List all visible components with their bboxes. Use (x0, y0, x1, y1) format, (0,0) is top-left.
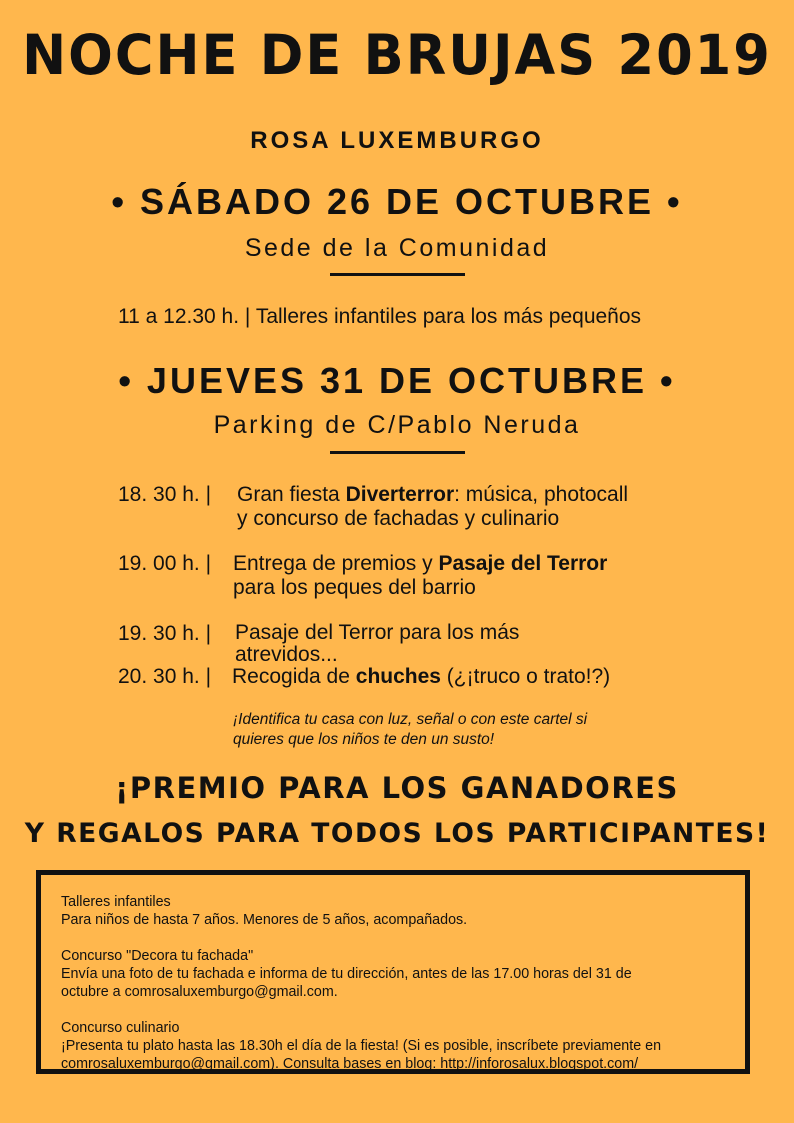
divider (330, 273, 465, 276)
event-time: 18. 30 h. | (118, 483, 212, 506)
prize-headline: ¡PREMIO PARA LOS GANADORES (115, 771, 679, 805)
event-description: Recogida de chuches (¿¡truco o trato!?) (232, 665, 611, 688)
poster-title: NOCHE DE BRUJAS 2019 (22, 23, 772, 88)
schedule-item (118, 305, 641, 329)
day2-venue: Parking de C/Pablo Neruda (213, 411, 581, 439)
event-time: 19. 30 h. | (118, 622, 212, 645)
info-box (36, 870, 750, 1074)
participation-note: ¡Identifica tu casa con luz, señal o con este cartel si quieres que los niños te den un susto! (233, 711, 588, 748)
event-description: Talleres infantiles para los más pequeños (255, 305, 642, 328)
gifts-headline: Y REGALOS PARA TODOS LOS PARTICIPANTES! (24, 818, 770, 849)
info-fachada: Concurso "Decora tu fachada" Envía una foto de tu fachada e informa de tu dirección, antes de las 17.00 horas del 31 de octubre a comrosaluxemburgo@gmail.com. (61, 948, 632, 1000)
day1-venue: Sede de la Comunidad (244, 234, 550, 262)
event-description: Pasaje del Terror para los más atrevidos... (235, 621, 520, 666)
event-time: 20. 30 h. | (118, 665, 212, 688)
event-time: 19. 00 h. | (118, 552, 212, 575)
info-culinario: Concurso culinario ¡Presenta tu plato hasta las 18.30h el día de la fiesta! (Si es posible, inscríbete previamente en comrosaluxemburgo@gmail.com). Consulta bases en blog: http://inforosalux.blogspot.com/ (61, 1020, 662, 1072)
organizer-name: ROSA LUXEMBURGO (250, 127, 544, 154)
divider (330, 451, 465, 454)
event-description: Entrega de premios y Pasaje del Terror para los peques del barrio (233, 552, 608, 599)
event-description: Gran fiesta Diverterror: música, photocall y concurso de fachadas y culinario (237, 483, 629, 530)
event-time: 11 a 12.30 h. | (118, 305, 251, 328)
day2-heading: • JUEVES 31 DE OCTUBRE • (118, 360, 676, 401)
day1-heading: • SÁBADO 26 DE OCTUBRE • (111, 181, 683, 222)
info-talleres: Talleres infantiles Para niños de hasta 7 años. Menores de 5 años, acompañados. (61, 894, 468, 928)
